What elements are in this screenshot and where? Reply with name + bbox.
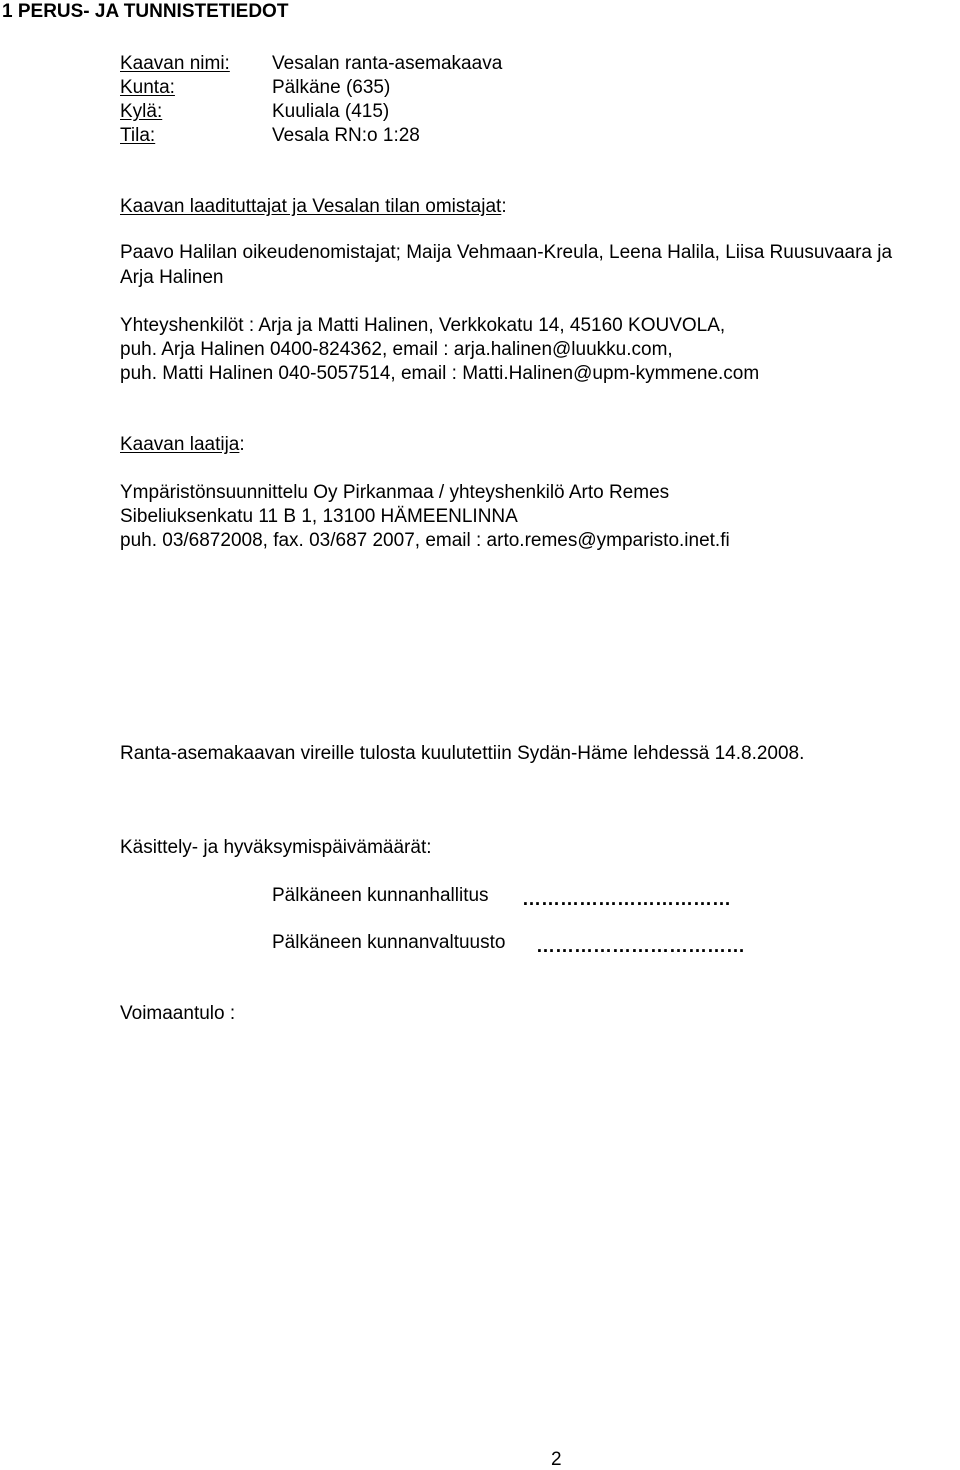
page-number: 2 xyxy=(551,1449,562,1470)
plan-name-value: Vesalan ranta-asemakaava xyxy=(272,53,503,74)
council-label: Pälkäneen kunnanvaltuusto xyxy=(272,932,506,953)
plan-name-label: Kaavan nimi: xyxy=(120,53,230,74)
contact-line-1: Yhteyshenkilöt : Arja ja Matti Halinen, Verkkokatu 14, 45160 KOUVOLA, xyxy=(120,315,726,336)
council-date-dots: …………………………… xyxy=(536,936,745,957)
announcement: Ranta-asemakaavan vireille tulosta kuulutettiin Sydän-Häme lehdessä 14.8.2008. xyxy=(120,743,805,764)
municipality-value: Pälkäne (635) xyxy=(272,77,391,98)
contact-line-2: puh. Arja Halinen 0400-824362, email : arja.halinen@luukku.com, xyxy=(120,339,673,360)
contact-line-3: puh. Matti Halinen 040-5057514, email : Matti.Halinen@upm-kymmene.com xyxy=(120,363,760,384)
author-line-1: Ympäristönsuunnittelu Oy Pirkanmaa / yhteyshenkilö Arto Remes xyxy=(120,482,670,503)
estate-label: Tila: xyxy=(120,125,156,146)
author-heading-text: Kaavan laatija xyxy=(120,434,240,455)
author-heading-colon: : xyxy=(239,434,245,455)
estate-value: Vesala RN:o 1:28 xyxy=(272,125,420,146)
owners-heading-text: Kaavan laadituttajat ja Vesalan tilan omistajat xyxy=(120,196,502,217)
owners-heading xyxy=(120,197,507,216)
processing-heading: Käsittely- ja hyväksymispäivämäärät: xyxy=(120,837,432,858)
board-date-dots: …………………………… xyxy=(522,889,731,910)
page-heading: 1 PERUS- JA TUNNISTETIEDOT xyxy=(2,1,289,22)
author-line-2: Sibeliuksenkatu 11 B 1, 13100 HÄMEENLINNA xyxy=(120,506,518,527)
author-heading xyxy=(120,435,245,454)
owners-line-2: Arja Halinen xyxy=(120,267,224,288)
village-label: Kylä: xyxy=(120,101,163,122)
board-label: Pälkäneen kunnanhallitus xyxy=(272,885,489,906)
owners-line-1: Paavo Halilan oikeudenomistajat; Maija Vehmaan-Kreula, Leena Halila, Liisa Ruusuvaara ja xyxy=(120,242,893,263)
effective-label: Voimaantulo : xyxy=(120,1003,236,1024)
author-line-3: puh. 03/6872008, fax. 03/687 2007, email : arto.remes@ymparisto.inet.fi xyxy=(120,530,730,551)
owners-heading-colon: : xyxy=(501,196,507,217)
municipality-label: Kunta: xyxy=(120,77,175,98)
village-value: Kuuliala (415) xyxy=(272,101,390,122)
